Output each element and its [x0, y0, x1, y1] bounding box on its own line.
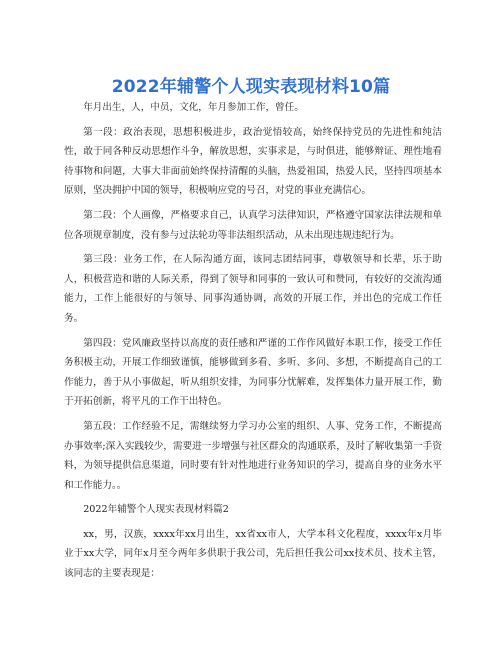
- document-body: [64, 98, 442, 589]
- paragraph-section2-intro: xx，男，汉族，xxxx年xx月出生，xx省xx市人，大学本科文化程度，xxxx年x月毕业于xx大学，同年x月至今两年多供职于我公司，先后担任我公司xx技术员、技术主管，该同志的主要表现是：: [64, 528, 442, 580]
- section-heading: 2022年辅警个人现实表现材料篇2: [83, 504, 229, 516]
- paragraph-profile: 第二段：个人画像，严格要求自己，认真学习法律知识，严格遵守国家法律法规和单位各项规章制度，没有参与过法轮功等非法组织活动，从未出现违规违纪行为。: [64, 209, 442, 241]
- paragraph-integrity: 第四段：党风廉政坚持以高度的责任感和严谨的工作作风做好本职工作，接受工作任务积极主动，开展工作细致谨慎，能够做到多看、多听、多问、多想，不断提高自己的工作能力，善于从小事做起，听从组织安排，为同事分忧解难，发挥集体力量开展工作，勤于开拓创新，将平凡的工作干出特色。: [64, 337, 442, 408]
- paragraph-intro: 年月出生，人，中员，文化，年月参加工作，曾任。: [83, 102, 304, 113]
- paragraph-political: 第一段：政治表现，思想积极进步，政治觉悟较高，始终保持党员的先进性和纯洁性，敢于同各种反动思想作斗争，解放思想，实事求是，与时俱进，能够辩证、理性地看待事物和问题，大事大非面前始终保持清醒的头脑，热爱祖国，热爱人民，坚持四项基本原则，坚决拥护中国的领导，积极响应党的号召，对党的事业充满信心。: [64, 126, 442, 197]
- paragraph-shortcomings: 第五段：工作经验不足，需继续努力学习办公室的组织、人事、党务工作，不断提高办事效率;深入实践较少，需要进一步增强与社区群众的沟通联系，及时了解收集第一手资料，为领导提供信息渠道，同时要有针对性地进行业务知识的学习，提高自身的业务水平和工作能力。。: [64, 420, 442, 491]
- paragraph-work: 第三段：业务工作，在人际沟通方面，该同志团结同事，尊敬领导和长辈，乐于助人，积极营造和谐的人际关系，得到了领导和同事的一致认可和赞同，有较好的交流沟通能力，工作上能很好的与领导、同事沟通协调，高效的开展工作，并出色的完成工作任务。: [64, 254, 442, 324]
- document-title: 2022年辅警个人现实表现材料10篇: [111, 77, 391, 97]
